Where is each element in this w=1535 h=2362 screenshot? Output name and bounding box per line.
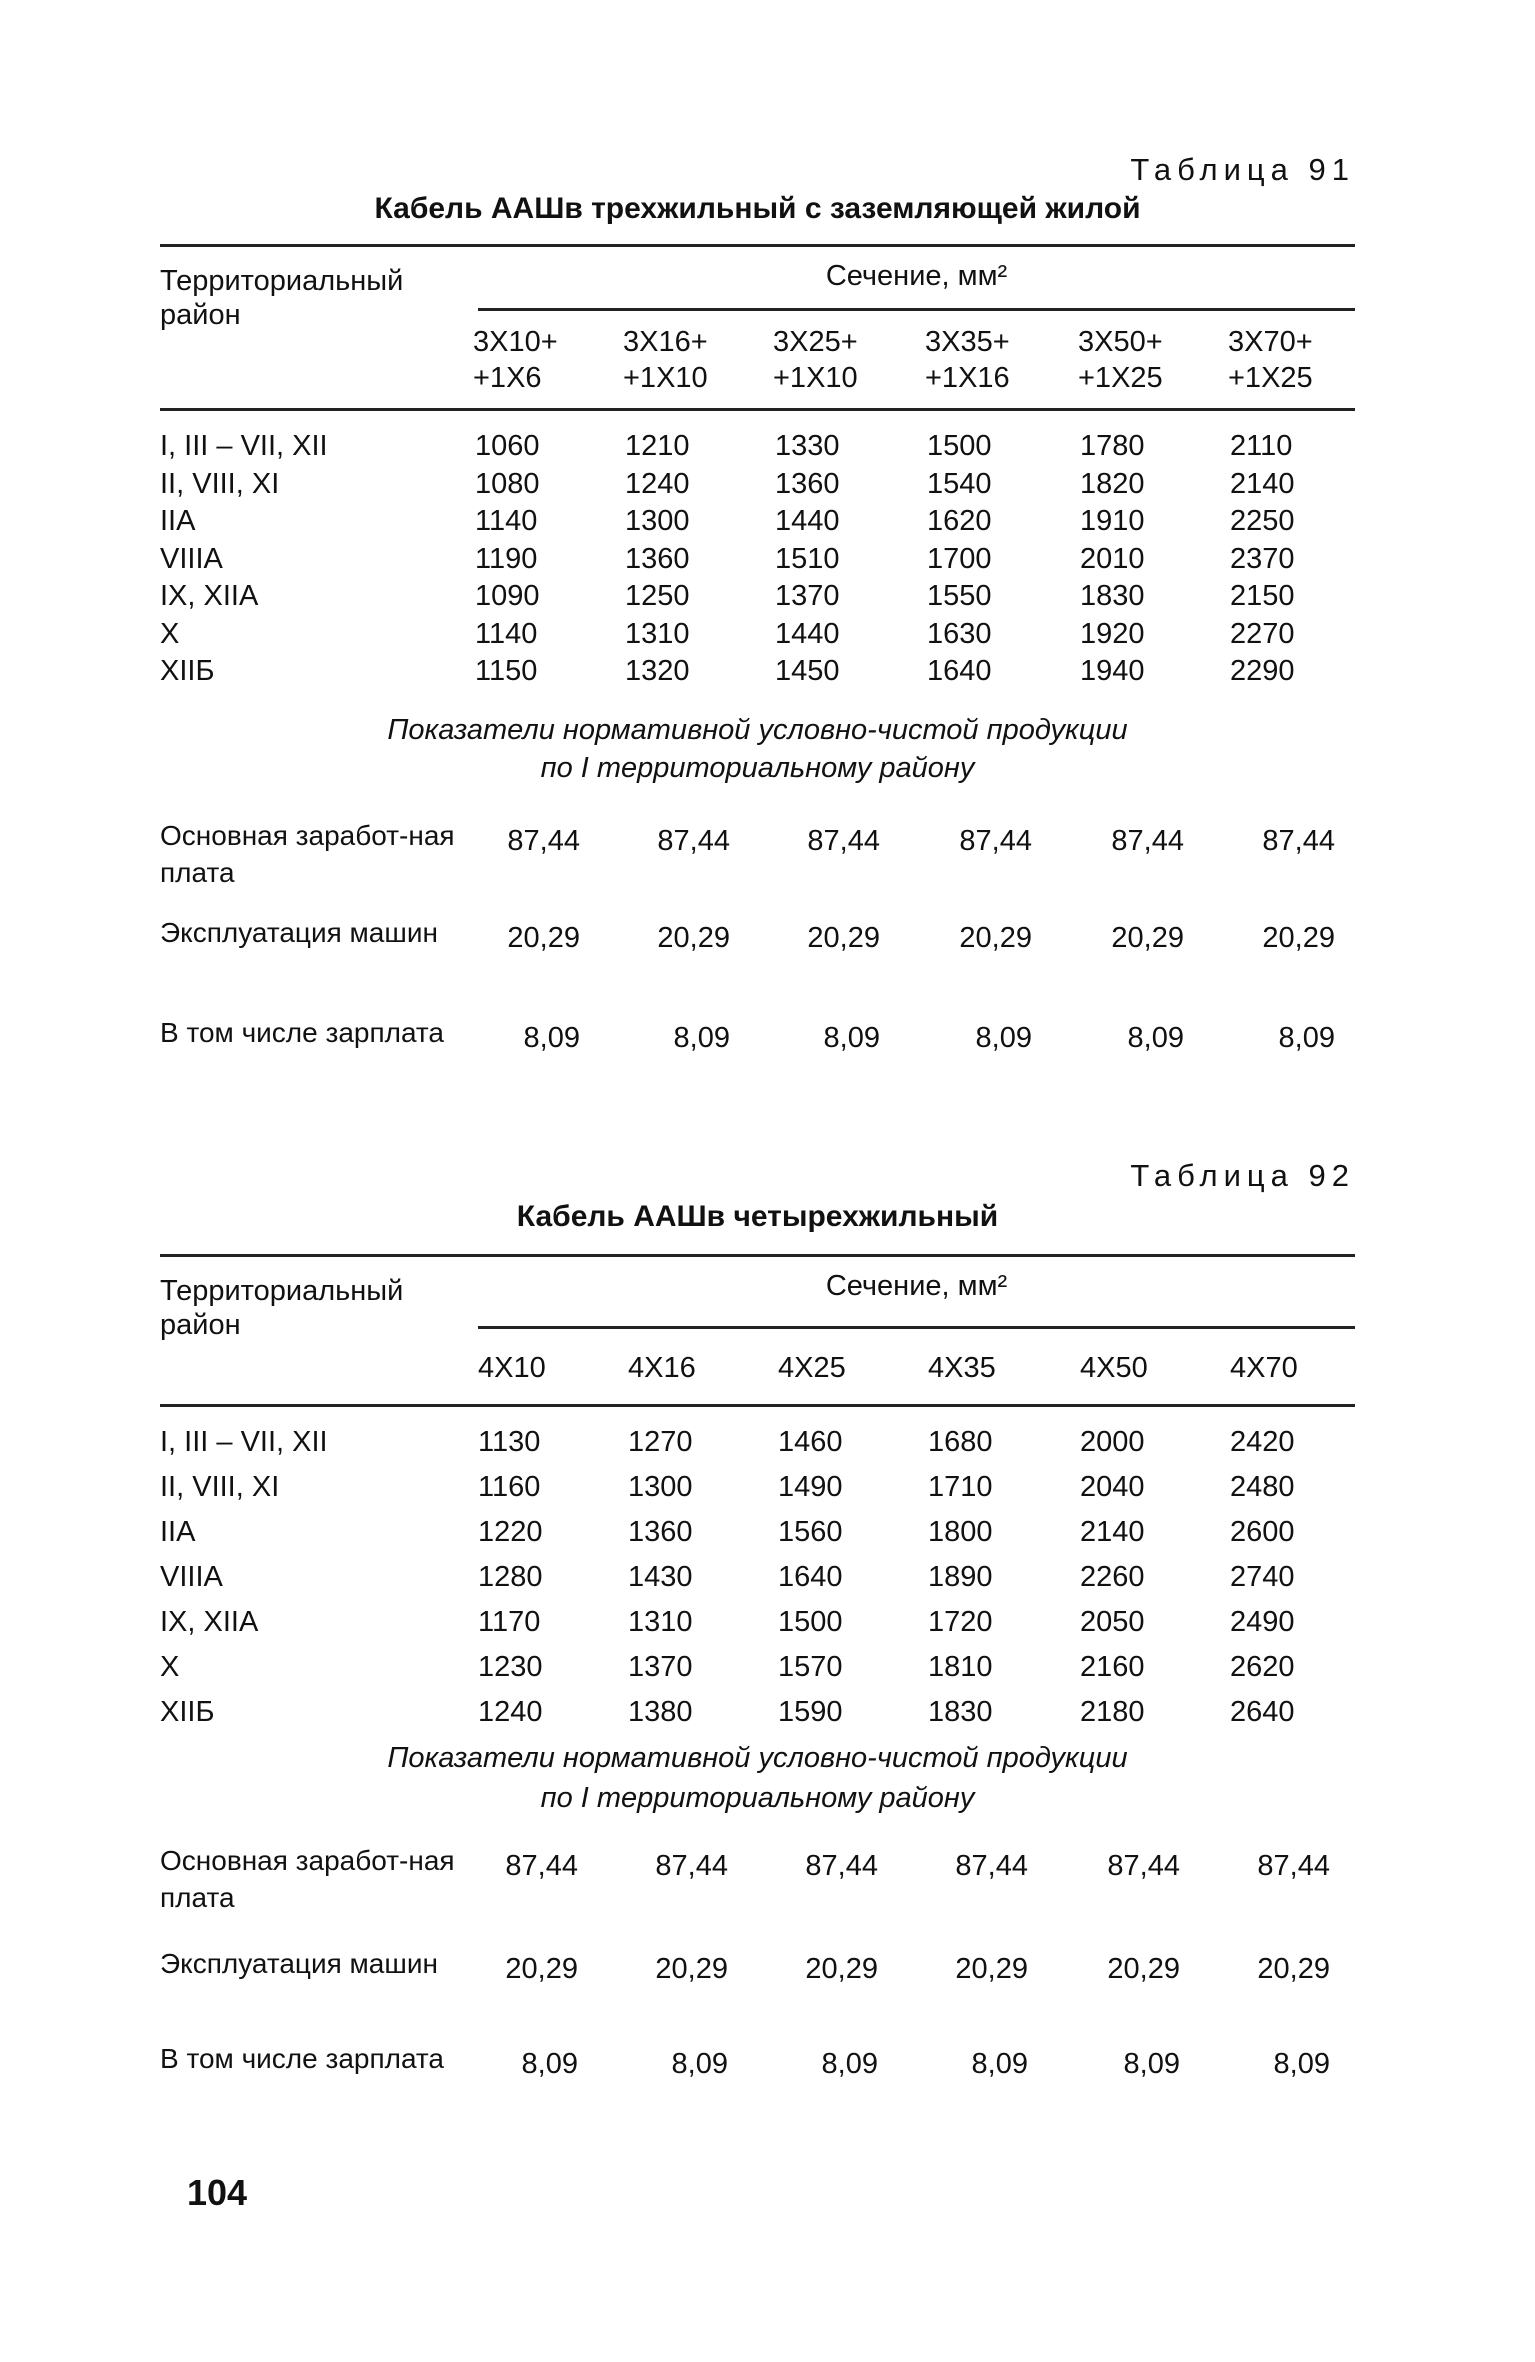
table-cell: 1190 <box>475 542 538 575</box>
table-cell: 1090 <box>475 580 540 612</box>
table-cell: 1830 <box>928 1696 993 1728</box>
table-cell: 1150 <box>475 655 538 687</box>
column-header: 4X25 <box>778 1352 846 1384</box>
district-label: I, III – VII, XII <box>160 430 328 462</box>
table-cell: 2420 <box>1230 1426 1295 1458</box>
table-cell: 2010 <box>1080 542 1145 575</box>
indicator-value: 8,09 <box>823 1022 880 1054</box>
table-cell: 2480 <box>1230 1471 1295 1503</box>
indicator-label: Эксплуатация машин <box>160 917 438 948</box>
table-number: Таблица 92 <box>1130 1158 1355 1193</box>
table-cell: 2600 <box>1230 1516 1295 1548</box>
column-header: 3X50+ +1X25 <box>1078 326 1163 394</box>
indicator-value: 8,09 <box>1127 1022 1184 1054</box>
indicator-value: 20,29 <box>1262 922 1335 954</box>
indicators-title: Показатели нормативной условно-чистой продукции <box>387 714 1128 746</box>
table-cell: 1640 <box>778 1561 843 1593</box>
indicator-value: 20,29 <box>807 922 880 954</box>
table-cell: 1360 <box>625 542 690 575</box>
district-header: Территориальный район <box>160 1275 404 1341</box>
table-cell: 1370 <box>775 580 840 612</box>
table-cell: 1240 <box>625 467 690 500</box>
table-cell: 1280 <box>478 1561 543 1593</box>
table-cell: 1140 <box>475 505 538 537</box>
table-cell: 1640 <box>927 655 992 687</box>
section-header: Сечение, мм² <box>825 1270 1008 1302</box>
table-cell: 2040 <box>1080 1471 1145 1503</box>
table-cell: 2290 <box>1230 655 1295 687</box>
district-label: IX, XIIA <box>160 1606 259 1638</box>
table-92 <box>160 1250 1355 2130</box>
table-cell: 1430 <box>628 1561 693 1593</box>
table-cell: 1560 <box>778 1516 843 1548</box>
indicator-value: 8,09 <box>521 2048 578 2080</box>
table-cell: 1220 <box>478 1516 543 1548</box>
district-label: X <box>160 1651 180 1683</box>
table-cell: 1700 <box>927 542 992 575</box>
column-header: 3X10+ +1X6 <box>473 326 558 394</box>
indicator-value: 8,09 <box>673 1022 730 1054</box>
table-cell: 1510 <box>775 542 840 575</box>
table-cell: 1140 <box>475 617 538 650</box>
table-cell: 1130 <box>478 1426 541 1458</box>
section-rule <box>478 1326 1355 1329</box>
table-cell: 1310 <box>628 1606 693 1638</box>
table-cell: 2140 <box>1080 1516 1145 1548</box>
table-cell: 1230 <box>478 1651 543 1683</box>
column-header: 4X35 <box>928 1352 996 1384</box>
indicator-value: 20,29 <box>655 1953 728 1985</box>
column-header: 3X35+ +1X16 <box>925 326 1010 394</box>
district-label: II, VIII, XI <box>160 1471 280 1503</box>
indicator-value: 87,44 <box>507 825 580 857</box>
column-header: 4X10 <box>478 1352 546 1384</box>
table-cell: 1270 <box>628 1426 693 1458</box>
table-cell: 2490 <box>1230 1606 1295 1638</box>
indicator-value: 8,09 <box>1123 2048 1180 2080</box>
indicator-value: 87,44 <box>1107 1850 1180 1882</box>
table-cell: 2260 <box>1080 1561 1145 1593</box>
table-cell: 2740 <box>1230 1561 1295 1593</box>
table-cell: 1680 <box>928 1426 993 1458</box>
header-rule <box>160 408 1355 411</box>
table-cell: 1370 <box>628 1651 693 1683</box>
page-number: 104 <box>187 2172 248 2213</box>
district-label: I, III – VII, XII <box>160 1426 328 1458</box>
table-cell: 1630 <box>927 617 992 650</box>
table-cell: 1450 <box>775 655 840 687</box>
section-rule <box>478 308 1355 311</box>
table-cell: 1080 <box>475 467 540 500</box>
table-cell: 1380 <box>628 1696 693 1728</box>
table-cell: 1550 <box>927 580 992 612</box>
indicator-value: 8,09 <box>821 2048 878 2080</box>
table-cell: 1830 <box>1080 580 1145 612</box>
table-cell: 1490 <box>778 1471 843 1503</box>
table-cell: 1300 <box>628 1471 693 1503</box>
table-title: Кабель ААШв четырехжильный <box>516 1200 999 1233</box>
district-label: IIA <box>160 505 196 537</box>
table-cell: 2160 <box>1080 1651 1145 1683</box>
indicator-value: 87,44 <box>807 825 880 857</box>
table-cell: 1910 <box>1080 505 1145 537</box>
indicator-value: 87,44 <box>1111 825 1184 857</box>
section-header: Сечение, мм² <box>825 260 1008 292</box>
table-cell: 1820 <box>1080 467 1145 500</box>
indicator-value: 87,44 <box>1257 1850 1330 1882</box>
indicator-value: 20,29 <box>1257 1953 1330 1985</box>
district-label: VIIIA <box>160 542 223 575</box>
table-cell: 1300 <box>625 505 690 537</box>
table-cell: 1810 <box>928 1651 993 1683</box>
table-cell: 2110 <box>1230 430 1293 462</box>
indicator-value: 87,44 <box>657 825 730 857</box>
table-cell: 2150 <box>1230 580 1295 612</box>
table-cell: 1570 <box>778 1651 843 1683</box>
table-number: Таблица 91 <box>1130 152 1355 187</box>
district-label: X <box>160 617 180 650</box>
column-header: 3X25+ +1X10 <box>773 326 858 394</box>
indicator-value: 20,29 <box>1107 1953 1180 1985</box>
table-cell: 2620 <box>1230 1651 1295 1683</box>
table-cell: 1310 <box>625 617 690 650</box>
table-cell: 2250 <box>1230 505 1295 537</box>
table-cell: 1720 <box>928 1606 993 1638</box>
indicator-label: Основная заработ-ная плата <box>160 820 455 888</box>
district-label: II, VIII, XI <box>160 467 280 500</box>
table-cell: 1890 <box>928 1561 993 1593</box>
indicator-label: Эксплуатация машин <box>160 1948 438 1979</box>
table-91 <box>160 240 1355 1100</box>
table-cell: 1360 <box>775 467 840 500</box>
indicator-label: Основная заработ-ная плата <box>160 1845 455 1913</box>
table-cell: 1710 <box>928 1471 993 1503</box>
table-cell: 1620 <box>927 505 992 537</box>
indicator-value: 20,29 <box>657 922 730 954</box>
indicator-value: 87,44 <box>655 1850 728 1882</box>
indicator-value: 8,09 <box>1273 2048 1330 2080</box>
district-header: Территориальный район <box>160 265 404 331</box>
table-cell: 1170 <box>478 1606 541 1638</box>
table-cell: 2270 <box>1230 617 1295 650</box>
table-cell: 2180 <box>1080 1696 1145 1728</box>
indicator-value: 8,09 <box>1278 1022 1335 1054</box>
table-cell: 1500 <box>927 430 992 462</box>
table-cell: 1360 <box>628 1516 693 1548</box>
indicator-value: 8,09 <box>523 1022 580 1054</box>
district-label: XIIБ <box>160 655 215 687</box>
indicator-label: В том числе зарплата <box>160 1017 445 1048</box>
indicator-value: 87,44 <box>955 1850 1028 1882</box>
indicators-subtitle: по I территориальному району <box>540 752 975 784</box>
district-label: IIA <box>160 1516 196 1548</box>
table-cell: 1500 <box>778 1606 843 1638</box>
table-cell: 2640 <box>1230 1696 1295 1728</box>
table-cell: 1240 <box>478 1696 543 1728</box>
table-cell: 1060 <box>475 430 540 462</box>
table-cell: 1320 <box>625 655 690 687</box>
district-label: IX, XIIA <box>160 580 259 612</box>
table-cell: 1160 <box>478 1471 541 1503</box>
indicator-value: 20,29 <box>959 922 1032 954</box>
table-title: Кабель ААШв трехжильный с заземляющей жилой <box>374 192 1141 225</box>
indicator-value: 8,09 <box>671 2048 728 2080</box>
district-label: VIIIA <box>160 1561 223 1593</box>
top-rule <box>160 1254 1355 1257</box>
table-cell: 1250 <box>625 580 690 612</box>
table-cell: 1440 <box>775 505 840 537</box>
table-cell: 1940 <box>1080 655 1145 687</box>
table-cell: 1540 <box>927 467 992 500</box>
column-header: 3X16+ +1X10 <box>623 326 708 394</box>
header-rule <box>160 1404 1355 1407</box>
table-cell: 2050 <box>1080 1606 1145 1638</box>
column-header: 4X16 <box>628 1352 696 1384</box>
indicator-label: В том числе зарплата <box>160 2043 445 2074</box>
indicator-value: 20,29 <box>955 1953 1028 1985</box>
table-cell: 1920 <box>1080 617 1145 650</box>
indicator-value: 87,44 <box>1262 825 1335 857</box>
indicator-value: 87,44 <box>959 825 1032 857</box>
column-header: 4X50 <box>1080 1352 1148 1384</box>
indicator-value: 20,29 <box>505 1953 578 1985</box>
table-cell: 1210 <box>625 430 690 462</box>
district-label: XIIБ <box>160 1696 215 1728</box>
table-cell: 2140 <box>1230 467 1295 500</box>
indicator-value: 87,44 <box>505 1850 578 1882</box>
table-cell: 2000 <box>1080 1426 1145 1458</box>
indicator-value: 8,09 <box>975 1022 1032 1054</box>
indicator-value: 20,29 <box>507 922 580 954</box>
top-rule <box>160 244 1355 247</box>
table-cell: 1440 <box>775 617 840 650</box>
column-header: 3X70+ +1X25 <box>1228 326 1313 394</box>
indicator-value: 87,44 <box>805 1850 878 1882</box>
table-cell: 1330 <box>775 430 840 462</box>
table-cell: 1460 <box>778 1426 843 1458</box>
indicator-value: 20,29 <box>1111 922 1184 954</box>
table-cell: 1590 <box>778 1696 843 1728</box>
indicator-value: 20,29 <box>805 1953 878 1985</box>
indicators-subtitle: по I территориальному району <box>540 1782 975 1814</box>
indicators-title: Показатели нормативной условно-чистой продукции <box>387 1742 1128 1774</box>
table-cell: 2370 <box>1230 542 1295 575</box>
indicator-value: 8,09 <box>971 2048 1028 2080</box>
table-cell: 1800 <box>928 1516 993 1548</box>
column-header: 4X70 <box>1230 1352 1298 1384</box>
table-cell: 1780 <box>1080 430 1145 462</box>
